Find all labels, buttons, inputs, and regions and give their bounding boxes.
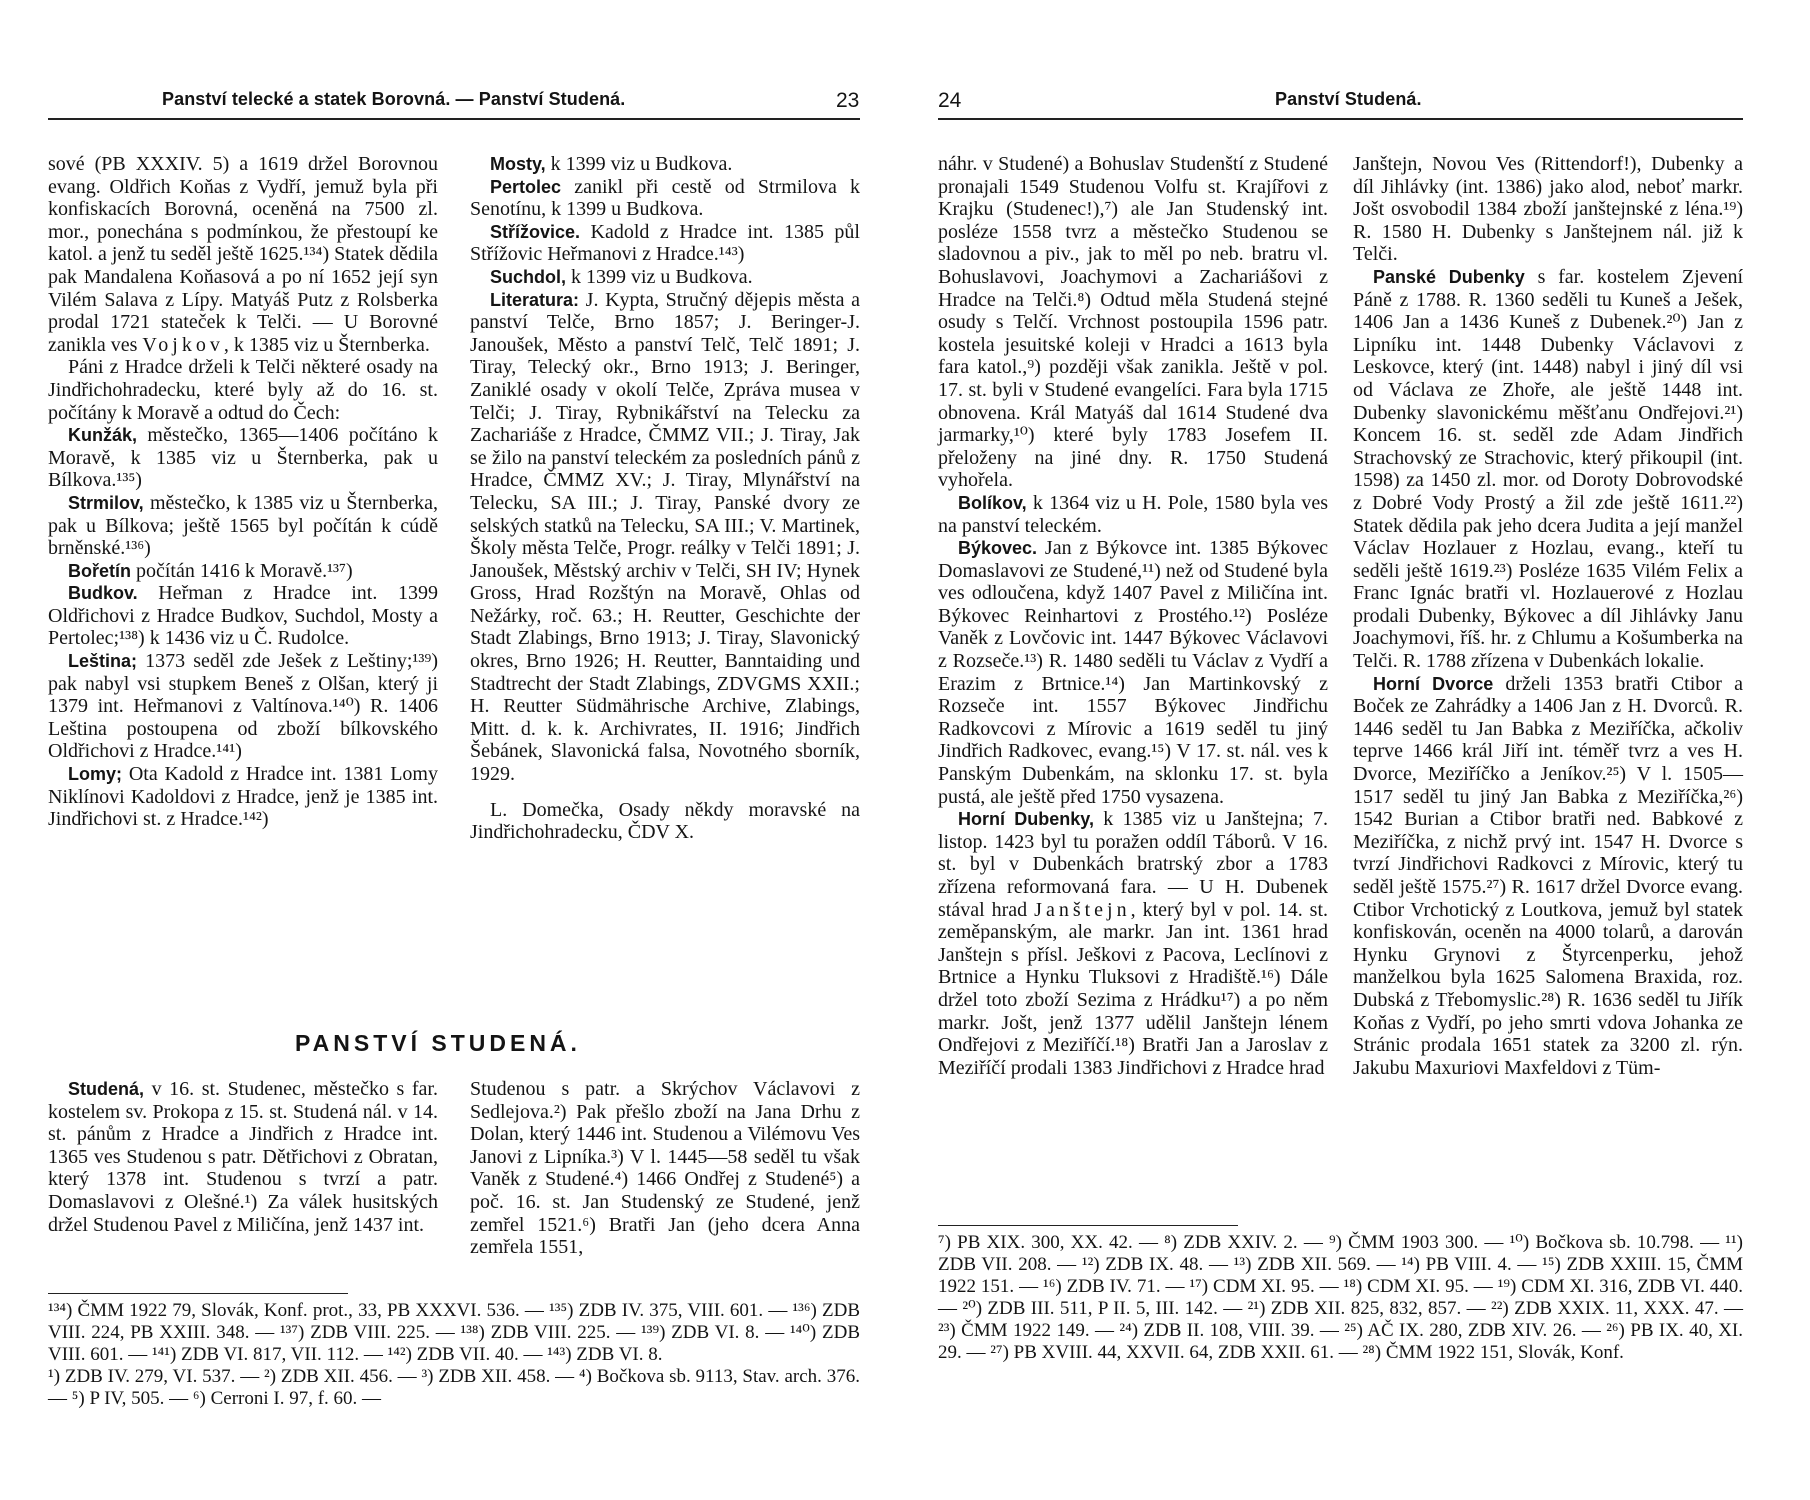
- footnotes: ⁷) PB XIX. 300, XX. 42. — ⁸) ZDB XXIV. 2. — ⁹) ČMM 1903 300. — ¹⁰) Bočkova sb. 10.798. — ¹¹) ZDB VII. 208. — ¹²) ZDB IX. 48. — ¹³) ZDB XII. 569. — ¹⁴) PB VIII. 4. — ¹⁵) ZDB XXIII. 15, ČMM 1922 151. — ¹⁶) ZDB IV. 71. — ¹⁷) CDM XI. 95. — ¹⁸) CDM XI. 95. — ¹⁹) CDM XI. 316, ZDB VI. 440. — ²⁰) ZDB III. 511, P II. 5, III. 142. — ²¹) ZDB XII. 825, 832, 857. — ²²) ZDB XXIX. 11, XXX. 47. — ²³) ČMM 1922 149. — ²⁴) ZDB II. 108, VIII. 39. — ²⁵) AČ IX. 280, ZDB XIV. 26. — ²⁶) PB IX. 40, XI. 29. — ²⁷) PB XVIII. 44, XXVII. 64, ZDB XXII. 61. — ²⁸) ČMM 1922 151, Slovák, Konf.: [938, 1232, 1743, 1363]
- footnote-block: ¹³⁴) ČMM 1922 79, Slovák, Konf. prot., 33, PB XXXVI. 536. — ¹³⁵) ZDB IV. 375, VIII. 601. — ¹³⁶) ZDB VIII. 224, PB XXIII. 348. — ¹³⁷) ZDB VIII. 225. — ¹³⁸) ZDB VIII. 225. — ¹³⁹) ZDB VI. 8. — ¹⁴⁰) ZDB VIII. 601. — ¹⁴¹) ZDB VI. 817, VII. 112. — ¹⁴²) ZDB VII. 40. — ¹⁴³) ZDB VI. 8.: [48, 1300, 860, 1365]
- entry-name: Strmilov,: [68, 492, 144, 513]
- entry-strmilov: [48, 492, 438, 560]
- entry-text: s far. kostelem Zjevení Páně z 1788. R. 1360 seděli tu Kuneš a Ješek, 1406 Jan a 1436 Kuneš z Dubenek.²⁰) Jan z Lipníku int. 1448 Dubenky Václavovi z Leskovce, který (int. 1448) nabyl i jiný díl vsi od Václava ze Zhoře, ale ještě 1448 int. Dubenky slavonickému měšťanu Ondřejovi.²¹) Koncem 16. st. seděl zde Adam Jindřich Strachovský ze Strachovic, který přikoupil (int. 1598) za 1450 zl. mor. od Doroty Dobrovodské z Dobré Vody Prostý a žil zde ještě 1611.²²) Statek dědila pak jeho dcera Judita a její manžel Václav Hozlauer z Hozlau, evang., kteří tu seděli ještě 1619.²³) Posléze 1635 Vilém Felix a Franc Ignác bratři vl. Hozlauerové z Hozlau prodali Dubenky, Býkovec a díl Jihlávky Janu Joachymovi, říš. hr. z Chlumu a Košumberka na Telči. R. 1788 zřízena v Dubenkách lokalie.: [1353, 265, 1744, 673]
- section-title: PANSTVÍ STUDENÁ.: [295, 1030, 581, 1056]
- studena-column-1: [48, 1078, 438, 1236]
- entry-pertolec: [470, 176, 860, 221]
- footnote-block: ¹) ZDB IV. 279, VI. 537. — ²) ZDB XII. 456. — ³) ZDB XII. 458. — ⁴) Bočkova sb. 9113, Stav. arch. 376. — ⁵) P IV, 505. — ⁶) Cerroni I. 97, f. 60. —: [48, 1366, 860, 1409]
- entry-text: zanikl při cestě od Strmilova k Senotínu, k 1399 u Budkova.: [470, 175, 860, 221]
- entry-horni-dvorce: [1353, 673, 1743, 1080]
- entry-name: Panské Dubenky: [1373, 266, 1525, 287]
- footnote-rule: [48, 1293, 348, 1294]
- entry-text: k 1364 viz u H. Pole, 1580 byla ves na panství teleckém.: [938, 491, 1328, 537]
- entry-kunzak: [48, 424, 438, 492]
- entry-bolikov: [938, 492, 1328, 537]
- entry-suchdol: [470, 266, 860, 289]
- entry-name: Studená,: [68, 1079, 145, 1099]
- entry-name: Horní Dvorce: [1373, 673, 1494, 694]
- entry-studena: [48, 1078, 438, 1236]
- entry-name: Budkov.: [68, 583, 138, 604]
- entry-text: Ota Kadold z Hradce int. 1381 Lomy Niklínovi Kadoldovi z Hradce, jenž je 1385 int. Jindřichovi st. z Hradce.¹⁴²): [48, 763, 438, 831]
- right-page: [905, 0, 1810, 1500]
- left-column-1: [48, 153, 438, 831]
- entry-text: Jan z Býkovce int. 1385 Býkovec Domaslavovi ze Studené,¹¹) než od Studené byla ves odloučena, když 1407 Pavel z Miličína int. Býkovec Reinhartovi z Prostého.¹²) Posléze Vaněk z Lovčovic int. 1447 Býkovec Václavovi z Rozseče.¹³) R. 1480 seděli tu Václav z Vydří a Erazim z Brtnice.¹⁴) Jan Martinkovský z Rozseče int. 1557 Býkovec Jindřichu Radkovcovi z Mírovic a 1619 seděl tu jiný Jindřich Radkovec, evang.¹⁵) V 17. st. nál. ves k Panským Dubenkám, na sklonku 17. st. byla pustá, ale ještě před 1750 vysazena.: [938, 537, 1328, 808]
- paragraph: [48, 153, 438, 356]
- right-column-1: [938, 153, 1328, 1079]
- entry-text: v 16. st. Studenec, městečko s far. kostelem sv. Prokopa z 15. st. Studená nál. v 14. st. pánům z Hradce a Jindřich z Hradce int. 1365 ves Studenou s patr. Dětřichovi z Obratan, který 1378 int. Studenou s tvrzí a patr. Domaslavovi z Olešné.¹) Za válek husitských držel Studenou Pavel z Miličína, jenž 1437 int.: [48, 1078, 438, 1236]
- entry-strizovice: [470, 221, 860, 266]
- entry-bykovec: [938, 537, 1328, 808]
- entry-name: Lomy;: [68, 764, 122, 785]
- entry-horni-dubenky: [938, 808, 1328, 1079]
- entry-name: Mosty,: [490, 154, 546, 174]
- header-rule: [938, 118, 1743, 120]
- entry-text: k 1385 viz u Janštejna; 7. listop. 1423 byl tu poražen oddíl Táborů. V 16. st. byl v Dubenkách bratrský zbor a 1783 zřízena reformovaná fara. — U H. Dubenek stával hrad: [938, 808, 1328, 921]
- paragraph: Janštejn, Novou Ves (Rittendorf!), Dubenky a díl Jihlávky (int. 1386) jako alod, neboť markr. Jošt osvobodil 1384 zboží janštejnské z léna.¹⁹) R. 1580 H. Dubenky s Janštejnem nál. již k Telči.: [1353, 153, 1743, 266]
- entry-boretin: [48, 560, 438, 583]
- literature-tail: L. Domečka, Osady někdy moravské na Jindřichohradecku, ČDV X.: [470, 798, 860, 844]
- entry-budkov: [48, 582, 438, 650]
- right-running-head: Panství Studená.: [1275, 89, 1422, 109]
- entry-name: Leština;: [68, 651, 138, 672]
- entry-text: počítán 1416 k Moravě.¹³⁷): [131, 559, 353, 582]
- paragraph: Páni z Hradce drželi k Telči některé osady na Jindřichohradecku, které byly až do 16. st. počítány k Moravě a odtud do Čech:: [48, 356, 438, 424]
- entry-panske-dubenky: [1353, 266, 1743, 673]
- entry-text: městečko, 1365—1406 počítáno k Moravě, k 1385 viz u Šternberka, pak u Bílkova.¹³⁵): [48, 424, 438, 492]
- entry-text: J. Kypta, Stručný dějepis města a panství Telče, Brno 1857; J. Beringer-J. Janoušek, Město a panství Telč, Telč 1891; J. Tiray, Telecký okr., Brno 1913; J. Beringer, Zaniklé osady v okolí Telče, Zpráva musea v Telči; J. Tiray, Rybnikářství na Telecku za Zachariáše z Hradce, ČMMZ VII.; J. Tiray, Jak se žilo na panství teleckém za posledních pánů z Hradce, ČMMZ XV.; J. Tiray, Mlynářství na Telecku, SA III.; J. Tiray, Panské dvory ze selských statků na Telecku, SA III.; V. Martinek, Školy města Telče, Progr. reálky v Telči 1891; J. Janoušek, Městský archiv v Telči, SH IV; Hynek Gross, Hrad Rozštýn na Moravě, Ohlas od Nežárky, roč. 63.; H. Reutter, Geschichte der Stadt Zlabings, Brno 1913; J. Tiray, Slavonický okres, Brno 1926; H. Reutter, Banntaiding und Stadtrecht der Stadt Zlabings, ZDVGMS XXII.; H. Reutter Südmährische Archive, Zlabings, Mitt. d. k. k. Archivrates, II. 1916; Jindřich Šebánek, Slavonická falsa, Novotného sborník, 1929.: [470, 288, 860, 786]
- entry-text: Heřman z Hradce int. 1399 Oldřichovi z Hradce Budkov, Suchdol, Mosty a Pertolec;¹³⁸) k 1436 viz u Č. Rudolce.: [48, 582, 438, 650]
- entry-name: Býkovec.: [958, 538, 1038, 559]
- entry-name: Pertolec: [490, 176, 562, 197]
- entry-name: Bolíkov,: [958, 492, 1027, 513]
- entry-mosty: [470, 153, 860, 176]
- paragraph: náhr. v Studené) a Bohuslav Studenští z Studené pronajali 1549 Studenou Volfu st. Krajířovi z Krajku (Studenec!),⁷) ale Jan Studenský int. posléze 1558 tvrz a městečko Studenou se sladovnou a piv., jak to měl po neb. bratru vl. Bohuslavovi, Joachymovi a Zachariášovi z Hradce na Telči.⁸) Odtud měla Studená stejné osudy s Telčí. Vrchnost postoupila 1596 patr. kostela jesuitské koleji v Hradci a 1613 byla fara katol.,⁹) později však zanikla. Ještě v pol. 17. st. byli v Studené evangelíci. Fara byla 1715 obnovena. Král Matyáš dal 1614 Studené dva jarmarky,¹⁰) které byly 1783 Josefem II. přeloženy na jiné dny. R. 1750 Studená vyhořela.: [938, 153, 1328, 492]
- paragraph: Studenou s patr. a Skrýchov Václavovi z Sedlejova.²) Pak přešlo zboží na Jana Drhu z Dolan, který 1446 int. Studenou a Vilémovu Ves Janovi z Lipníka.³) V l. 1445—58 seděl tu však Vaněk z Studené.⁴) 1466 Ondřej z Studené⁵) a poč. 16. st. Jan Studenský ze Studené, jenž zemřel 1521.⁶) Bratři Jan (jeho dcera Anna zemřela 1551,: [470, 1078, 860, 1259]
- vojkov-spaced: Vojkov: [142, 333, 224, 356]
- left-page-number: 23: [836, 89, 860, 112]
- entry-lomy: [48, 763, 438, 831]
- left-column-2: [470, 153, 860, 844]
- borovna-text: sové (PB XXXIV. 5) a 1619 držel Borovnou evang. Oldřich Koňas z Vydří, jemuž byla při konfiskacích Borovná, oceněná na 7500 zl. mor., ponechána s podmínkou, že přestoupí ke katol. a jenž tu seděl ještě 1625.¹³⁴) Statek dědila pak Mandalena Koňasová a po ní 1652 její syn Vilém Salava z Lípy. Matyáš Putz z Rolsberka prodal 1721 stateček k Telči. — U Borovné zanikla ves: [48, 153, 438, 356]
- entry-name: Literatura:: [490, 289, 580, 310]
- left-running-head: Panství telecké a statek Borovná. — Panství Studená.: [162, 89, 626, 109]
- janstejn-spaced: Janštejn: [1034, 898, 1131, 921]
- entry-name: Kunžák,: [68, 425, 138, 446]
- entry-text: Kadold z Hradce int. 1385 půl Střížovic Heřmanovi z Hradce.¹⁴³): [470, 220, 860, 266]
- header-rule: [48, 118, 860, 120]
- entry-text: k 1399 viz u Budkova.: [566, 265, 753, 288]
- entry-text: , který byl v pol. 14. st. zeměpanským, ale markr. Jan int. 1361 hrad Janštejn s přísl. Ješkovi z Pacova, Leclínovi z Brtnice a Hynku Tluksovi z Hradiště.¹⁶) Dále držel toto zboží Sezima z Hrádku¹⁷) a po něm markr. Jošt, jenž 1377 udělil Janštejn lénem Ondřejovi z Meziříčí.¹⁸) Bratři Jan a Jaroslav z Meziříčí prodali 1383 Jindřichovi z Hradce hrad: [938, 898, 1329, 1079]
- entry-text: 1373 seděl zde Ješek z Leštiny;¹³⁹) pak nabyl vsi stupkem Beneš z Olšan, který ji 1379 int. Heřmanovi z Valtínova.¹⁴⁰) R. 1406 Leština postoupena od zboží bílkovského Oldřichovi z Hradce.¹⁴¹): [48, 650, 438, 763]
- entry-lestina: [48, 650, 438, 763]
- entry-text: k 1399 viz u Budkova.: [545, 153, 733, 175]
- entry-text: drželi 1353 bratři Ctibor a Boček ze Zahrádky a 1406 Jan z H. Dvorců. R. 1446 seděl tu Jan Babka z Meziříčka, ačkoliv teprve 1466 král Jiří int. téměř tvrz a ves H. Dvorce, Meziříčko a Jeníkov.²⁵) V l. 1505—1517 seděl tu jiný Jan Babka z Meziříčka,²⁶) 1542 Burian a Ctibor bratři ned. Babkové z Meziříčka, z nichž prvý int. 1547 H. Dvorce s tvrzí Jindřichovi Radkovci z Mírovic, který tu seděl ještě 1575.²⁷) R. 1617 držel Dvorce evang. Ctibor Vrchotický z Loutkova, jemuž byl statek konfiskován, oceněn na 4000 tolarů, a darován Hynku Grynovi z Štyrcenperku, jehož manželkou byla 1625 Salomena Braxida, roz. Dubská z Třebomyslic.²⁸) R. 1636 seděl tu Jiřík Koňas z Vydří, po jeho smrti vdova Johanka ze Stránic prodala 1651 statek za 3200 zl. rýn. Jakubu Maxuriovi Maxfeldovi z Tüm-: [1353, 672, 1743, 1079]
- studena-column-2: [470, 1078, 860, 1259]
- entry-name: Suchdol,: [490, 266, 566, 287]
- literature: [470, 289, 860, 786]
- footnotes: [48, 1300, 860, 1410]
- entry-name: Bořetín: [68, 560, 131, 581]
- entry-name: Střížovice.: [490, 221, 581, 242]
- vojkov-text: , k 1385 viz u Šternberka.: [223, 333, 430, 356]
- right-page-number: 24: [938, 89, 962, 112]
- right-column-2: [1353, 153, 1743, 1079]
- entry-text: městečko, k 1385 viz u Šternberka, pak u Bílkova; ještě 1565 byl počítán k cúdě brněnské.¹³⁶): [48, 491, 438, 560]
- footnote-rule: [938, 1225, 1238, 1226]
- entry-name: Horní Dubenky,: [958, 809, 1094, 830]
